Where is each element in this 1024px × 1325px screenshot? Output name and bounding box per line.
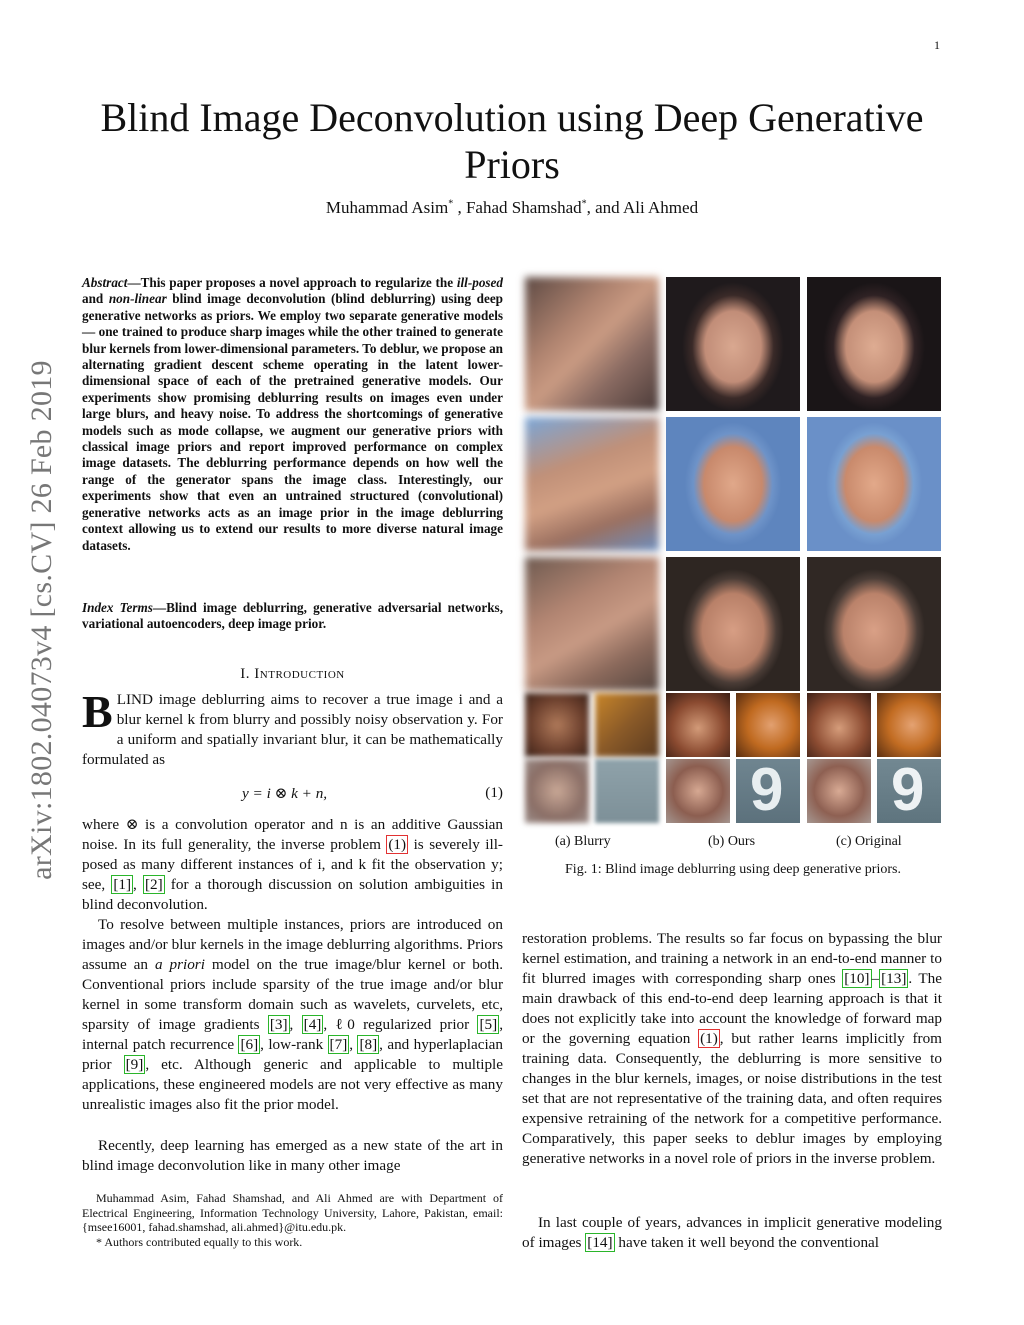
blurry-face-image [525,693,589,757]
equation-link[interactable]: (1) [700,1030,718,1047]
intro-paragraph-3: To resolve between multiple instances, priors are introduced on images and/or blur kernels in the image deblurring algorithms. Priors assume an a priori model on the true image/blur kernel or both. Conventional priors include sparsity of the true image and/or blur kernel in some transform domain such as wavelets, curvelets, etc, sparsity of image gradients [3] , [4] , ℓ0 regularized prior [5] , internal patch recurrence [6] , low-rank [7] , [8] , and hyperlaplacian prior [9] , etc. Although generic and applicable to multiple applications, these engineered models are not very effective as many unrealistic images also fit the prior model. [82,916,504,1113]
original-face-image [877,693,941,757]
intro-paragraph-4: Recently, deep learning has emerged as a new state of the art in blind image deconvolution like in many other image [82,1137,503,1174]
figure-caption [525,862,941,878]
deblurred-face-image [666,759,730,823]
drop-cap: B [82,686,113,737]
citation-link[interactable]: [1] [113,876,132,893]
original-face-image [807,557,941,691]
citation-link[interactable]: [10] [844,970,870,987]
equation-formula: y = i ⊗ k + n, [242,785,328,802]
figure-1-grid [525,277,941,822]
author-list [60,198,964,218]
abstract: Abstract—This paper proposes a novel approach to regularize the ill-posed and non-linear blind image deconvolution (blind deblurring) using deep generative networks as priors. We employ two separate generative models — one trained to produce sharp images while the other trained to generate blur kernels from lower-dimensional parameters. To deblur, we propose an alternating gradient descent scheme operating in the latent lower-dimensional space of each of the pretrained generative models. Our experiments show promising deblurring results on images even under large blurs, and heavy noise. To address the shortcomings of generative models such as mode collapse, we augment our generative priors with classical image priors and report improved performance on complex image datasets. The deblurring performance depends on how well the range of the generator spans the image class. Interestingly, our experiments show that even an untrained structured (convolutional) generative networks acts as an image prior in the image deblurring context allowing us to extend our results to more diverse natural image datasets. [82,275,504,553]
citation-link[interactable]: [6] [240,1036,259,1053]
index-terms-label: Index Terms [82,600,153,615]
citation-link[interactable]: [9] [125,1056,144,1073]
citation-link[interactable]: [2] [144,876,163,893]
citation-link[interactable]: [4] [303,1016,322,1033]
intro-paragraph-1: BLIND image deblurring aims to recover a true image i and a blur kernel k from blurry and possibly noisy observation y. For a uniform and spatially invariant blur, it can be mathematically formulated as [82,686,503,768]
affiliation-note: Muhammad Asim, Fahad Shamshad, and Ali Ahmed are with Department of Electrical Engineering, Information Technology University, Lahore, Pakistan, email: {msee16001, fahad.shamshad, ali.ahmed}@itu.edu.pk. [82,1191,503,1235]
deblurred-face-image [736,693,800,757]
citation-link[interactable]: [13] [881,970,907,987]
equal-contribution-mark: * [448,198,454,210]
subcaption-original: (c) Original [836,834,902,849]
footnote [82,1191,503,1249]
original-face-image [807,759,871,823]
author-3: , and Ali Ahmed [586,198,699,217]
citation-link[interactable]: [7] [329,1036,348,1053]
blurry-digit-image [595,759,659,823]
original-face-image [807,693,871,757]
deblurred-face-image [666,277,800,411]
citation-link[interactable]: [8] [359,1036,378,1053]
deblurred-face-image [666,417,800,551]
equation-link[interactable]: (1) [388,836,407,853]
original-digit-image [877,759,941,823]
paper-title: Blind Image Deconvolution using Deep Generative Priors [100,95,924,187]
page-number: 1 [934,38,940,52]
digit-nine: 9 [750,759,784,823]
blurry-face-image [525,557,659,691]
original-face-image [807,277,941,411]
deblurred-digit-image [736,759,800,823]
blurry-face-image [525,759,589,823]
blurry-face-image [595,693,659,757]
original-face-image [807,417,941,551]
blurry-face-image [525,417,659,551]
deblurred-face-image [666,557,800,691]
right-paragraph-2: In last couple of years, advances in implicit generative modeling of images [14] have taken it well beyond the conventional [522,1214,942,1251]
equal-contribution-note: * Authors contributed equally to this work. [96,1234,303,1249]
citation-link[interactable]: [14] [587,1234,613,1251]
intro-paragraph-2: where ⊗ is a convolution operator and n is an additive Gaussian noise. In its full generality, the inverse problem (1) is severely ill-posed as many different instances of i, and k fit the observation y; see, [1] , [2] for a thorough discussion on solution ambiguities in blind deconvolution. [82,816,503,913]
blurry-face-image [525,277,659,411]
subcaption-ours: (b) Ours [708,834,756,849]
equation-number: (1) [485,784,503,801]
figure-caption-text: Blind image deblurring using deep generative priors. [605,862,901,877]
arxiv-identifier: arXiv:1802.04073v4 [cs.CV] 26 Feb 2019 [25,360,58,880]
author-1: Muhammad Asim [325,198,449,217]
author-2: , Fahad Shamshad [453,198,582,217]
digit-nine: 9 [891,759,925,823]
equal-contribution-mark: * [581,198,587,210]
citation-link[interactable]: [3] [269,1016,288,1033]
right-paragraph-1: restoration problems. The results so far focus on bypassing the blur kernel estimation, and training a network in an end-to-end manner to fit blurred images with corresponding sharp ones [10] – [13] . The main drawback of this end-to-end deep learning approach is that it does not explicitly take into account the knowledge of forward map or the governing equation (1) , but rather learns implicitly from training data. Consequently, the deblurring is more sensitive to changes in the blur kernels, images, or noise distributions in the test set that are not representative of the training data, and often requires expensive retraining of the network for a competitive performance. Comparatively, this paper seeks to deblur images by employing generative networks in a novel role of priors in the inverse problem. [522,930,942,1167]
abstract-label: Abstract [82,275,128,290]
deblurred-face-image [666,693,730,757]
section-heading: I. Introduction [240,666,345,682]
index-terms: Index Terms—Blind image deblurring, generative adversarial networks, variational autoencoders, deep image prior. [82,600,503,632]
figure-label: Fig. 1: [565,862,602,877]
citation-link[interactable]: [5] [479,1016,498,1033]
subcaption-blurry: (a) Blurry [555,834,611,849]
